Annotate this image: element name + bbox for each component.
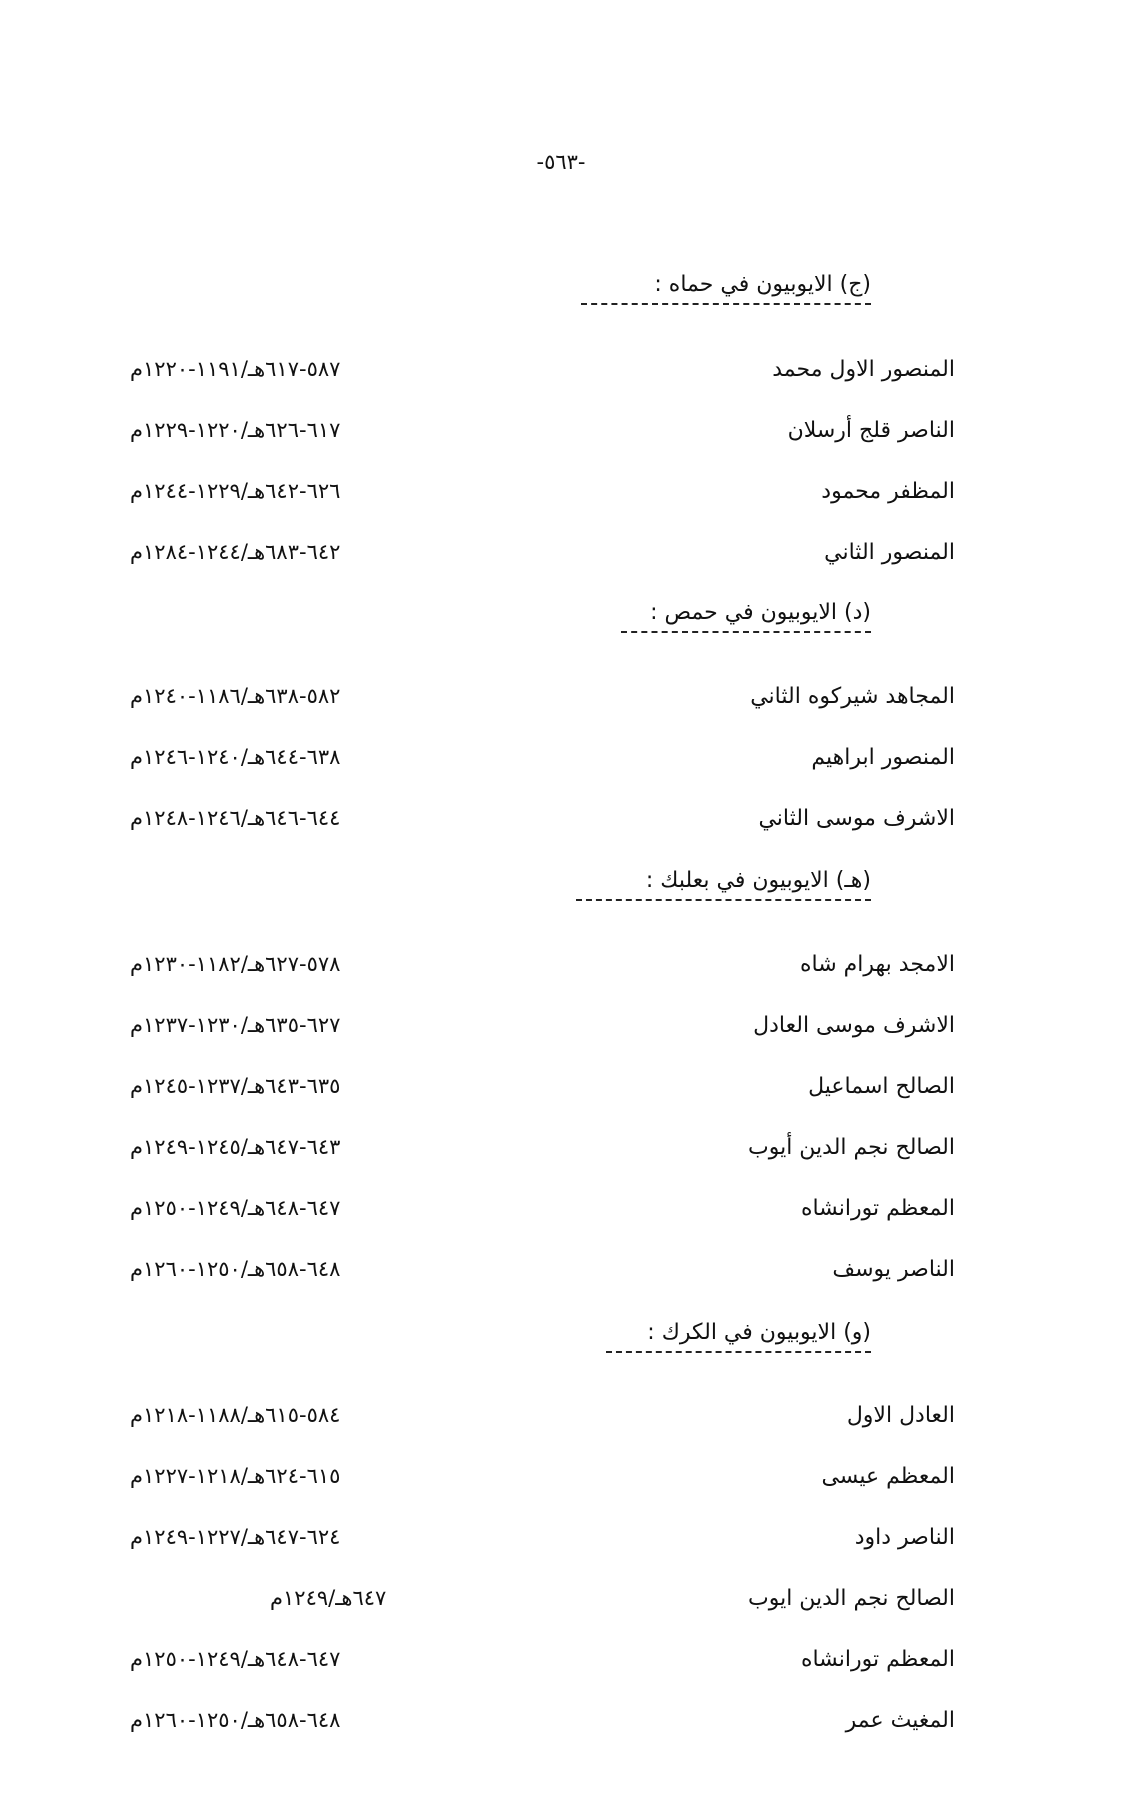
ruler-dates: ٥٨٤-٦١٥هـ/١١٨٨-١٢١٨م	[130, 1403, 341, 1427]
table-row	[0, 540, 1122, 576]
section-heading-homs	[511, 600, 871, 633]
ruler-name: الاشرف موسى العادل	[753, 1013, 955, 1038]
ruler-name: المعظم تورانشاه	[800, 1196, 955, 1221]
section-heading-baalbek	[511, 868, 871, 901]
table-row	[0, 952, 1122, 988]
section-heading-kerak	[511, 1320, 871, 1353]
table-row	[0, 1647, 1122, 1683]
ruler-name: الصالح اسماعيل	[808, 1074, 955, 1099]
table-row	[0, 1464, 1122, 1500]
heading-underline	[576, 899, 871, 901]
ruler-name: الامجد بهرام شاه	[800, 952, 955, 977]
section-heading-hama	[511, 272, 871, 305]
ruler-dates: ٥٨٢-٦٣٨هـ/١١٨٦-١٢٤٠م	[130, 684, 341, 708]
ruler-name: الناصر قلج أرسلان	[787, 418, 955, 443]
ruler-dates: ٥٨٧-٦١٧هـ/١١٩١-١٢٢٠م	[130, 357, 341, 381]
ruler-dates: ٥٧٨-٦٢٧هـ/١١٨٢-١٢٣٠م	[130, 952, 341, 976]
ruler-dates: ٦٤٣-٦٤٧هـ/١٢٤٥-١٢٤٩م	[130, 1135, 341, 1159]
section-heading-text: (ج) الايوبيون في حماه :	[654, 272, 871, 297]
ruler-name: الصالح نجم الدين أيوب	[748, 1135, 955, 1160]
ruler-name: المغيث عمر	[845, 1708, 955, 1733]
table-row	[0, 745, 1122, 781]
ruler-name: المنصور الثاني	[824, 540, 955, 565]
ruler-dates: ٦٤٧-٦٤٨هـ/١٢٤٩-١٢٥٠م	[130, 1196, 341, 1220]
table-row	[0, 418, 1122, 454]
ruler-name: الناصر داود	[854, 1525, 955, 1550]
ruler-dates: ٦٢٦-٦٤٢هـ/١٢٢٩-١٢٤٤م	[130, 479, 341, 503]
table-row	[0, 1074, 1122, 1110]
table-row	[0, 1135, 1122, 1171]
ruler-dates: ٦٤٧-٦٤٨هـ/١٢٤٩-١٢٥٠م	[130, 1647, 341, 1671]
heading-underline	[621, 631, 871, 633]
table-row	[0, 1013, 1122, 1049]
ruler-name: المعظم تورانشاه	[800, 1647, 955, 1672]
table-row	[0, 1196, 1122, 1232]
ruler-dates: ٦٢٧-٦٣٥هـ/١٢٣٠-١٢٣٧م	[130, 1013, 341, 1037]
ruler-dates: ٦٤٢-٦٨٣هـ/١٢٤٤-١٢٨٤م	[130, 540, 341, 564]
ruler-dates: ٦١٧-٦٢٦هـ/١٢٢٠-١٢٢٩م	[130, 418, 341, 442]
table-row	[0, 1525, 1122, 1561]
ruler-name: المعظم عيسى	[821, 1464, 955, 1489]
table-row	[0, 479, 1122, 515]
ruler-name: المجاهد شيركوه الثاني	[750, 684, 955, 709]
heading-underline	[581, 303, 871, 305]
ruler-dates: ٦٤٨-٦٥٨هـ/١٢٥٠-١٢٦٠م	[130, 1708, 341, 1732]
ruler-name: المنصور ابراهيم	[811, 745, 955, 770]
table-row	[0, 684, 1122, 720]
table-row	[0, 1586, 1122, 1622]
table-row	[0, 1257, 1122, 1293]
section-heading-text: (و) الايوبيون في الكرك :	[647, 1320, 871, 1345]
ruler-name: الصالح نجم الدين ايوب	[748, 1586, 955, 1611]
section-heading-text: (هـ) الايوبيون في بعلبك :	[645, 868, 871, 893]
ruler-name: المظفر محمود	[821, 479, 955, 504]
ruler-dates: ٦٤٨-٦٥٨هـ/١٢٥٠-١٢٦٠م	[130, 1257, 341, 1281]
table-row	[0, 357, 1122, 393]
section-heading-text: (د) الايوبيون في حمص :	[650, 600, 871, 625]
ruler-dates: ٦٤٧هـ/١٢٤٩م	[270, 1586, 387, 1610]
heading-underline	[606, 1351, 871, 1353]
table-row	[0, 806, 1122, 842]
ruler-dates: ٦٤٤-٦٤٦هـ/١٢٤٦-١٢٤٨م	[130, 806, 341, 830]
ruler-name: العادل الاول	[846, 1403, 955, 1428]
ruler-dates: ٦٢٤-٦٤٧هـ/١٢٢٧-١٢٤٩م	[130, 1525, 341, 1549]
ruler-dates: ٦١٥-٦٢٤هـ/١٢١٨-١٢٢٧م	[130, 1464, 341, 1488]
page-number: -٥٦٣-	[536, 150, 586, 174]
table-row	[0, 1708, 1122, 1744]
ruler-dates: ٦٣٨-٦٤٤هـ/١٢٤٠-١٢٤٦م	[130, 745, 341, 769]
ruler-dates: ٦٣٥-٦٤٣هـ/١٢٣٧-١٢٤٥م	[130, 1074, 341, 1098]
table-row	[0, 1403, 1122, 1439]
ruler-name: الناصر يوسف	[832, 1257, 955, 1282]
ruler-name: المنصور الاول محمد	[772, 357, 955, 382]
ruler-name: الاشرف موسى الثاني	[758, 806, 955, 831]
